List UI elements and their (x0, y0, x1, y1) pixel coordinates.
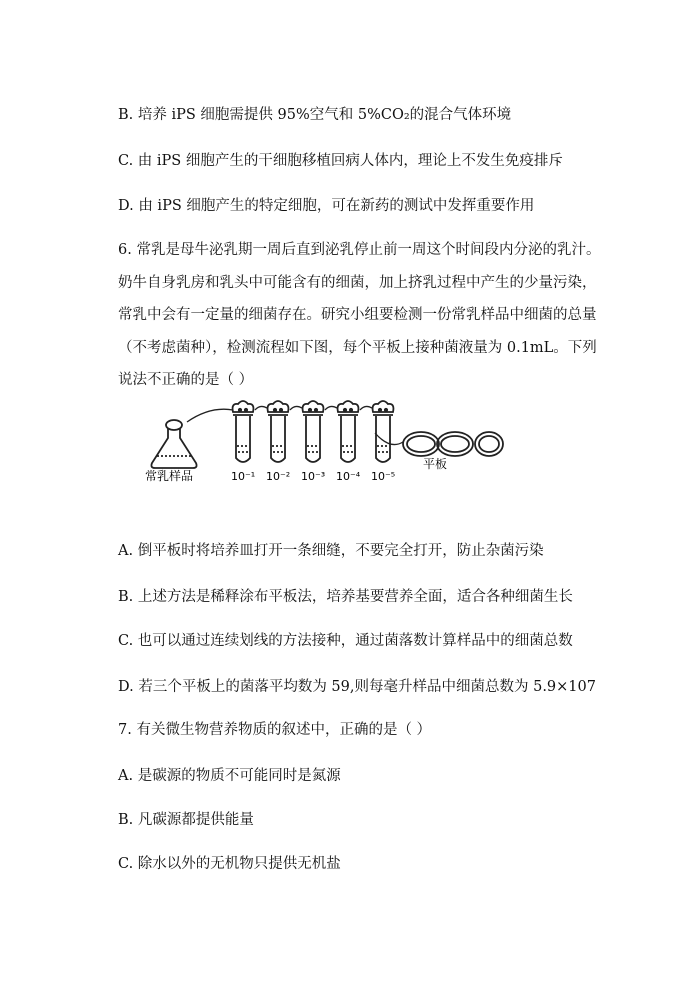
dilution-label: 10⁻³ (301, 470, 326, 483)
dilution-label: 10⁻¹ (231, 470, 256, 483)
sample-label: 常乳样品 (145, 469, 194, 483)
q6-option-b: B. 上述方法是稀释涂布平板法，培养基要营养全面，适合各种细菌生长 (118, 589, 573, 605)
q5-option-c: C. 由 iPS 细胞产生的干细胞移植回病人体内，理论上不发生免疫排斥 (118, 153, 563, 169)
dilution-label: 10⁻⁵ (371, 470, 396, 483)
test-tube-icon (303, 401, 324, 462)
q5-option-b: B. 培养 iPS 细胞需提供 95%空气和 5%CO₂的混合气体环境 (118, 107, 512, 123)
q5-option-d: D. 由 iPS 细胞产生的特定细胞，可在新药的测试中发挥重要作用 (118, 198, 535, 214)
dilution-label: 10⁻² (266, 470, 291, 483)
dilution-flow-diagram (135, 400, 505, 485)
q6-option-c: C. 也可以通过连续划线的方法接种，通过菌落数计算样品中的细菌总数 (118, 633, 573, 649)
q6-option-d: D. 若三个平板上的菌落平均数为 59,则每毫升样品中细菌总数为 5.9×107 (118, 679, 596, 695)
dilution-label: 10⁻⁴ (336, 470, 361, 483)
test-tube-icon (233, 401, 254, 462)
q6-option-a: A. 倒平板时将培养皿打开一条细缝，不要完全打开，防止杂菌污染 (118, 543, 544, 559)
q6-stem-line: 说法不正确的是（ ） (118, 372, 254, 388)
flask-icon (151, 420, 196, 468)
transfer-arrows (187, 406, 403, 444)
test-tube-icon (373, 401, 394, 462)
q6-stem (118, 234, 601, 397)
q6-stem-line: （不考虑菌种），检测流程如下图，每个平板上接种菌液量为 0.1mL。下列 (118, 339, 597, 356)
q7-option-a: A. 是碳源的物质不可能同时是氮源 (118, 768, 341, 784)
q6-stem-line: 常乳中会有一定量的细菌存在。研究小组要检测一份常乳样品中细菌的总量 (118, 307, 597, 323)
q6-stem-line: 奶牛自身乳房和乳头中可能含有的细菌，加上挤乳过程中产生的少量污染， (118, 274, 597, 291)
plate-label: 平板 (423, 457, 448, 471)
q7-stem: 7. 有关微生物营养物质的叙述中，正确的是（ ） (118, 722, 432, 738)
q7-option-c: C. 除水以外的无机物只提供无机盐 (118, 856, 341, 872)
q6-stem-line: 6. 常乳是母牛泌乳期一周后直到泌乳停止前一周这个时间段内分泌的乳汁。 (118, 242, 601, 258)
petri-plates (403, 432, 503, 456)
test-tube-icon (338, 401, 359, 462)
test-tube-icon (268, 401, 289, 462)
q7-option-b: B. 凡碳源都提供能量 (118, 812, 254, 828)
